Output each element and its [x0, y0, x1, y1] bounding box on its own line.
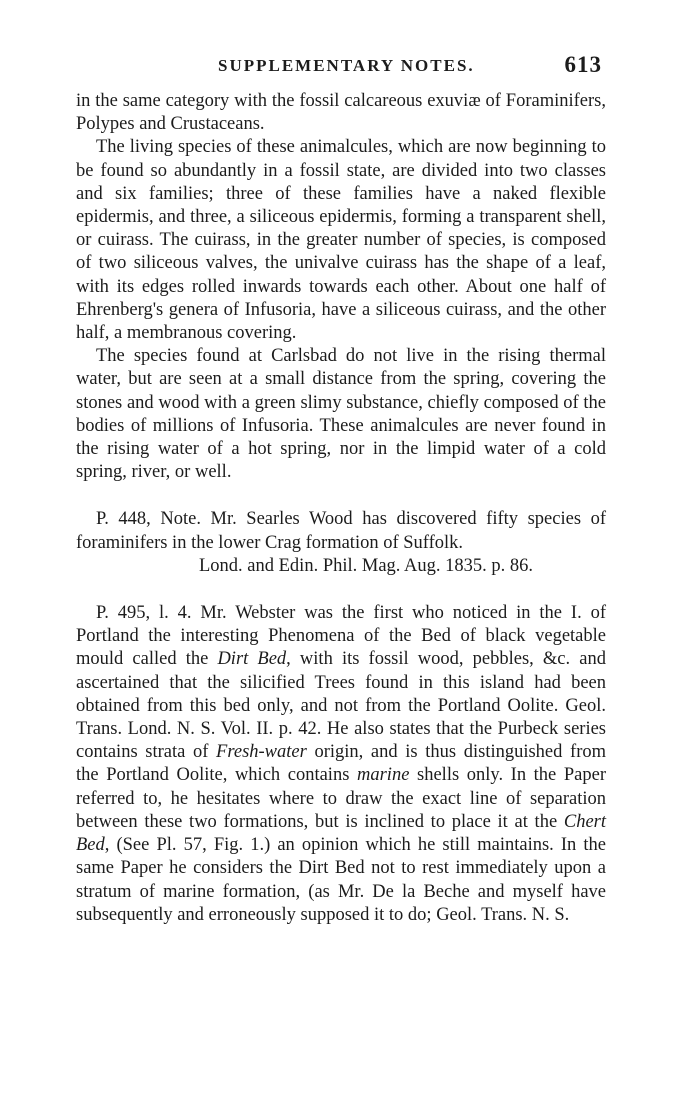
page-number: 613: [564, 52, 602, 77]
page-body: [76, 90, 606, 927]
dirt-bed-term: Dirt Bed: [217, 649, 287, 670]
chert-bed-term: Chert Bed: [76, 811, 606, 856]
note-495-text-2: , with its fossil wood, pebbles, &c. and ascertained that the silicified Trees found in this island had been obtained from this bed only, and not from the Portland Oolite. Geol. Trans. Lond. N. S. Vol. II. p. 42. He also states that the Purbeck series contains strata of: [76, 649, 606, 763]
paragraph-animalcule-species: The living species of these animalcules, which are now beginning to be found so abundantly in a fossil state, are divided into two classes and six families; three of these families have a naked flexible epidermis, and three, a siliceous epidermis, forming a transparent shell, or cuirass. The cuirass, in the greater number of species, is composed of two siliceous valves, the univalve cuirass has the shape of a leaf, with its edges rolled inwards towards each other. About one half of Ehrenberg's genera of Infusoria, have a siliceous cuirass, and the other half, a membranous covering.: [76, 137, 606, 344]
note-448-citation: Lond. and Edin. Phil. Mag. Aug. 1835. p. 86.: [199, 555, 534, 576]
note-page-495: [76, 602, 606, 927]
running-title: SUPPLEMENTARY NOTES.: [218, 56, 475, 75]
note-495-text-1: P. 495, l. 4. Mr. Webster was the first who noticed in the I. of Portland the interesting Phenomena of the Bed of black vegetable mould called the: [76, 603, 606, 670]
note-495-text-3: origin, and is thus distinguished from the Portland Oolite, which contains: [76, 742, 606, 786]
page-header: [76, 50, 604, 86]
note-page-448: P. 448, Note. Mr. Searles Wood has discovered fifty species of foraminifers in the lower Crag formation of Suffolk.: [76, 509, 606, 553]
marine-term: marine: [357, 765, 410, 786]
fresh-water-term: Fresh-water: [216, 742, 307, 763]
paragraph-continuation: in the same category with the fossil calcareous exuviæ of Foraminifers, Polypes and Crustaceans.: [76, 91, 606, 135]
note-495-text-5: , (See Pl. 57, Fig. 1.) an opinion which he still maintains. In the same Paper he considers the Dirt Bed not to rest immediately upon a stratum of marine formation, (as Mr. De la Beche and myself have subsequently and erroneously supposed it to do; Geol. Trans. N. S.: [76, 835, 606, 925]
note-495-text-4: shells only. In the Paper referred to, he hesitates where to draw the exact line of separation between these two formations, but is inclined to place it at the: [76, 765, 606, 832]
paragraph-carlsbad-species: The species found at Carlsbad do not live in the rising thermal water, but are seen at a small distance from the spring, covering the stones and wood with a green slimy substance, chiefly composed of the bodies of millions of Infusoria. These animalcules are never found in the rising water of a hot spring, nor in the limpid water of a cold spring, river, or well.: [76, 346, 606, 483]
